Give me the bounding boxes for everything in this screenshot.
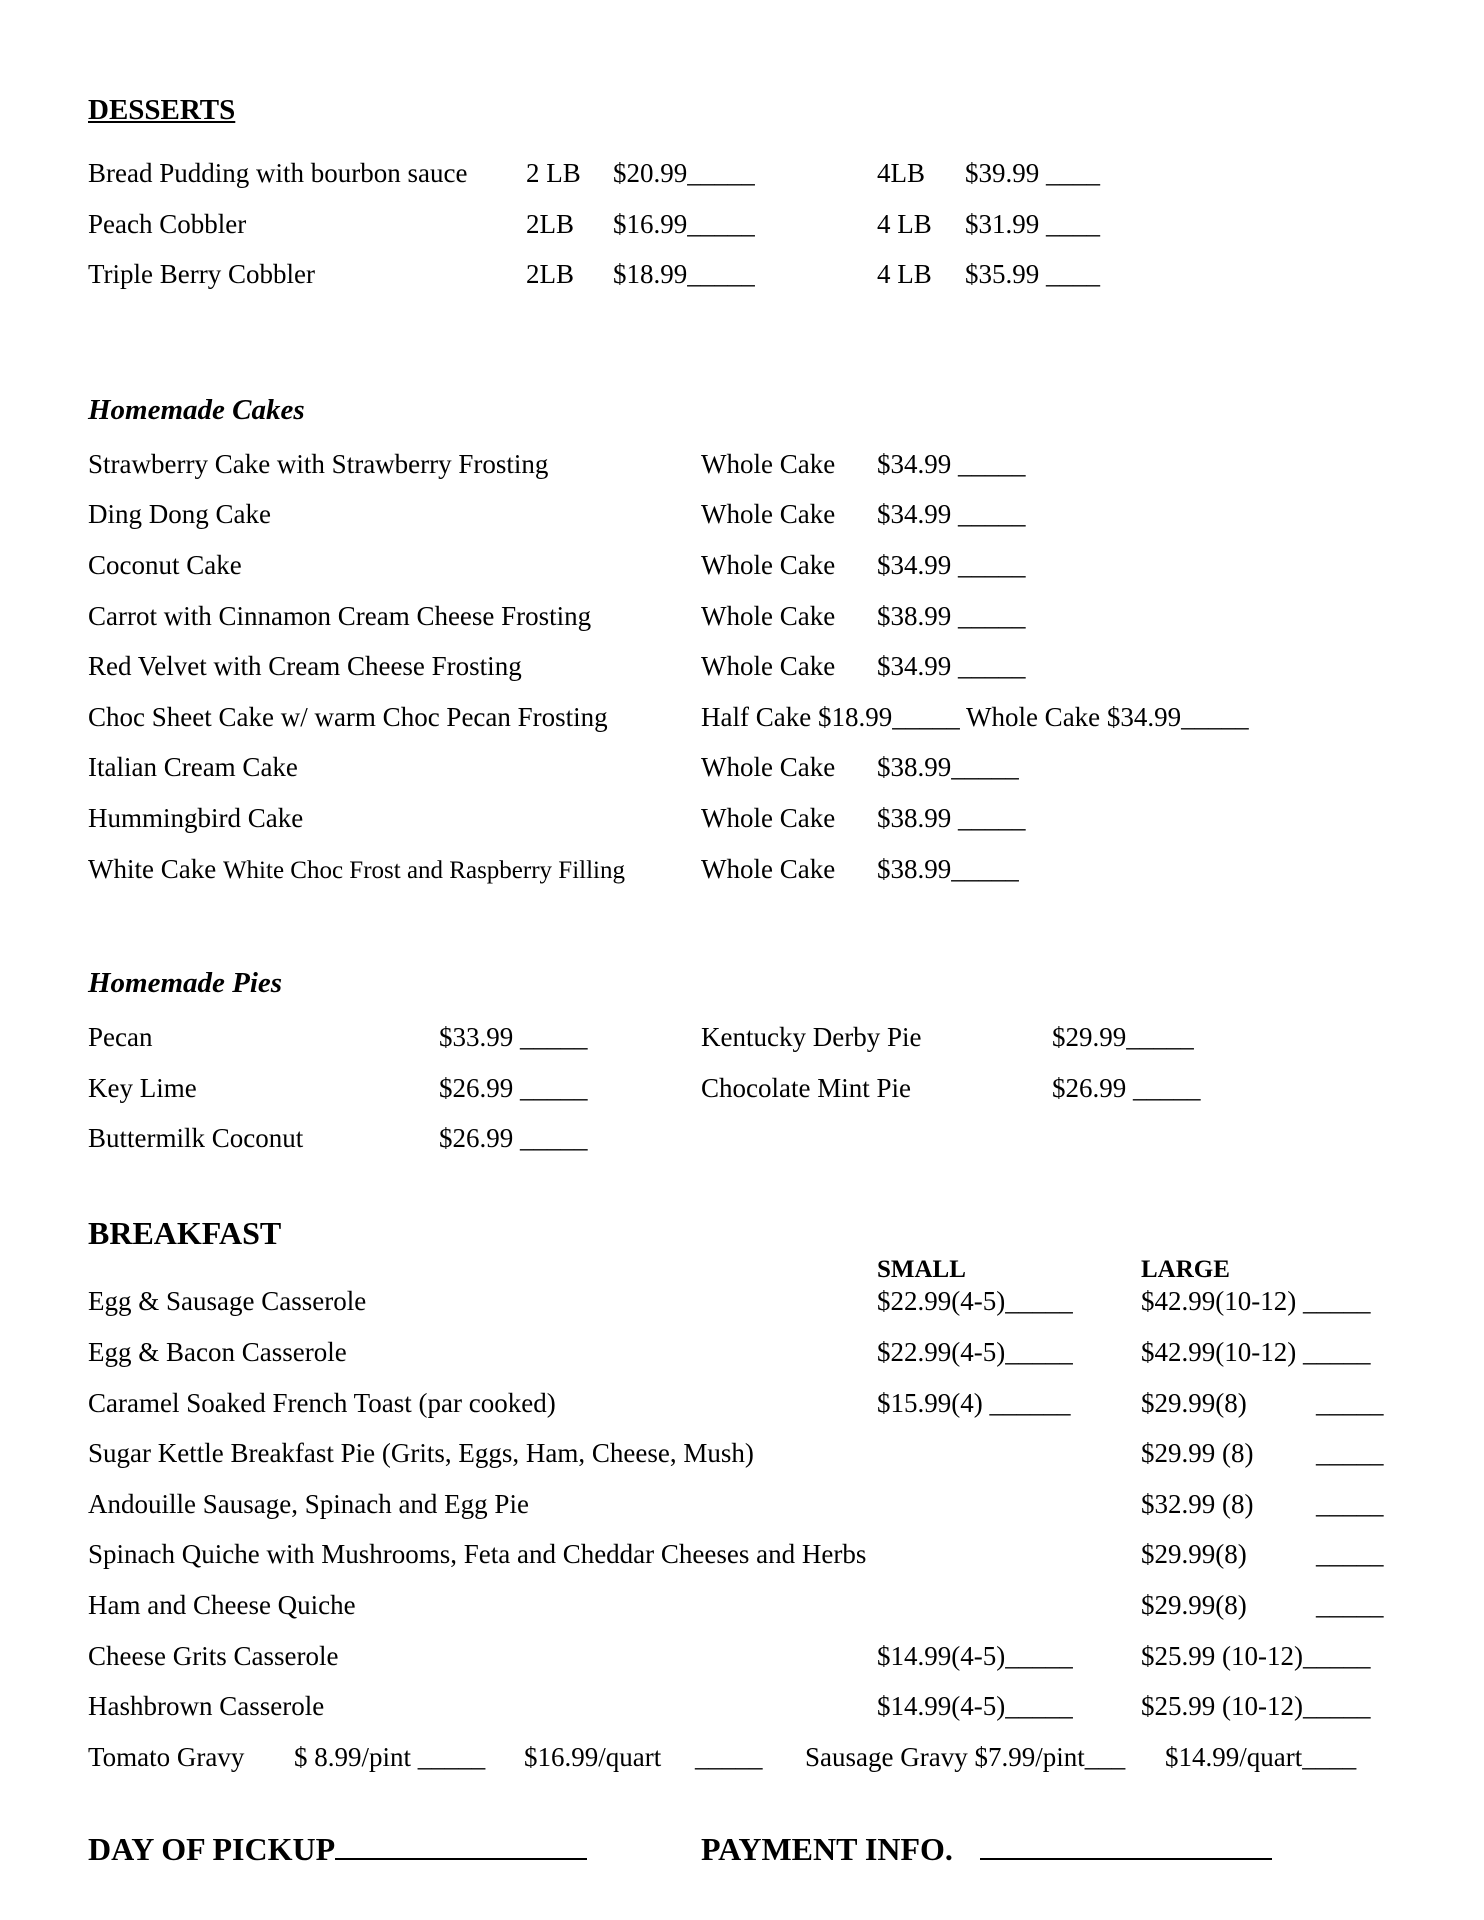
dessert-size-large: 4LB	[877, 158, 926, 188]
breakfast-blank-large[interactable]: _____	[1316, 1539, 1384, 1569]
breakfast-blank-large[interactable]: _____	[1316, 1489, 1384, 1519]
breakfast-price-small[interactable]: $15.99(4) ______	[877, 1388, 1071, 1418]
cake-name: Hummingbird Cake	[88, 803, 304, 833]
breakfast-price-large[interactable]: $42.99(10-12) _____	[1141, 1286, 1371, 1316]
pie-price[interactable]: $26.99 _____	[439, 1123, 588, 1153]
breakfast-price-small[interactable]: $22.99(4-5)_____	[877, 1286, 1073, 1316]
dessert-size-small: 2 LB	[526, 158, 581, 188]
breakfast-name: Caramel Soaked French Toast (par cooked)	[88, 1388, 556, 1418]
dessert-price-small[interactable]: $20.99_____	[613, 158, 755, 188]
cake-size: Whole Cake	[701, 499, 836, 529]
tomato-gravy-quart-blank[interactable]: _____	[695, 1742, 763, 1772]
cake-price[interactable]: $38.99 _____	[877, 601, 1026, 631]
dessert-name: Bread Pudding with bourbon sauce	[88, 158, 468, 188]
cake-name: Ding Dong Cake	[88, 499, 271, 529]
dessert-name: Triple Berry Cobbler	[88, 259, 315, 289]
pies-heading: Homemade Pies	[88, 967, 283, 999]
column-header-small: SMALL	[877, 1256, 966, 1283]
cake-name: Coconut Cake	[88, 550, 242, 580]
breakfast-price-large[interactable]: $25.99 (10-12)_____	[1141, 1691, 1371, 1721]
pickup-day-blank[interactable]	[335, 1836, 587, 1860]
breakfast-heading: BREAKFAST	[88, 1215, 282, 1251]
breakfast-name: Andouille Sausage, Spinach and Egg Pie	[88, 1489, 529, 1519]
cake-size: Whole Cake	[701, 752, 836, 782]
cake-price[interactable]: $38.99 _____	[877, 803, 1026, 833]
cake-price[interactable]: $34.99 _____	[877, 651, 1026, 681]
cake-name: Choc Sheet Cake w/ warm Choc Pecan Frosting	[88, 702, 608, 732]
cake-name: Carrot with Cinnamon Cream Cheese Frosting	[88, 601, 592, 631]
payment-info-field[interactable]	[701, 1833, 1272, 1865]
cake-name: Strawberry Cake with Strawberry Frosting	[88, 449, 549, 479]
pie-name: Pecan	[88, 1022, 153, 1052]
pie-name: Kentucky Derby Pie	[701, 1022, 922, 1052]
sausage-gravy-quart[interactable]: $14.99/quart____	[1165, 1742, 1357, 1772]
breakfast-name: Sugar Kettle Breakfast Pie (Grits, Eggs, Ham, Cheese, Mush)	[88, 1438, 754, 1468]
breakfast-price-small[interactable]: $22.99(4-5)_____	[877, 1337, 1073, 1367]
pickup-day-field[interactable]	[88, 1833, 587, 1865]
cake-name: Italian Cream Cake	[88, 752, 298, 782]
cake-name-detail: White Choc Frost and Raspberry Filling	[222, 857, 625, 884]
breakfast-name: Hashbrown Casserole	[88, 1691, 325, 1721]
cake-size: Whole Cake	[701, 854, 836, 884]
cake-size: Whole Cake	[701, 550, 836, 580]
pie-name: Buttermilk Coconut	[88, 1123, 304, 1153]
cake-price[interactable]: $34.99 _____	[877, 449, 1026, 479]
dessert-size-small: 2LB	[526, 259, 575, 289]
pickup-day-label: DAY OF PICKUP	[88, 1831, 336, 1867]
desserts-heading: DESSERTS	[88, 94, 236, 126]
dessert-price-small[interactable]: $16.99_____	[613, 209, 755, 239]
pie-name: Key Lime	[88, 1073, 197, 1103]
breakfast-name: Egg & Bacon Casserole	[88, 1337, 347, 1367]
dessert-size-large: 4 LB	[877, 209, 932, 239]
breakfast-blank-large[interactable]: _____	[1316, 1438, 1384, 1468]
payment-info-blank[interactable]	[980, 1836, 1272, 1860]
breakfast-price-small[interactable]: $14.99(4-5)_____	[877, 1641, 1073, 1671]
cake-size: Whole Cake	[701, 803, 836, 833]
cake-size: Whole Cake	[701, 601, 836, 631]
tomato-gravy-label: Tomato Gravy	[88, 1742, 245, 1772]
cake-price[interactable]: $34.99 _____	[877, 499, 1026, 529]
breakfast-price-large: $32.99 (8)	[1141, 1489, 1254, 1519]
breakfast-price-large: $29.99(8)	[1141, 1590, 1247, 1620]
dessert-name: Peach Cobbler	[88, 209, 247, 239]
breakfast-price-large: $29.99(8)	[1141, 1539, 1247, 1569]
cake-size: Whole Cake	[701, 449, 836, 479]
breakfast-price-large: $29.99 (8)	[1141, 1438, 1254, 1468]
breakfast-price-large[interactable]: $25.99 (10-12)_____	[1141, 1641, 1371, 1671]
breakfast-blank-large[interactable]: _____	[1316, 1388, 1384, 1418]
breakfast-price-small[interactable]: $14.99(4-5)_____	[877, 1691, 1073, 1721]
dessert-size-small: 2LB	[526, 209, 575, 239]
pie-price[interactable]: $26.99 _____	[1052, 1073, 1201, 1103]
cake-size: Whole Cake	[701, 651, 836, 681]
cake-price[interactable]: $38.99_____	[877, 752, 1019, 782]
column-header-large: LARGE	[1141, 1256, 1230, 1283]
dessert-size-large: 4 LB	[877, 259, 932, 289]
tomato-gravy-quart: $16.99/quart	[524, 1742, 662, 1772]
pie-name: Chocolate Mint Pie	[701, 1073, 911, 1103]
tomato-gravy-pint[interactable]: $ 8.99/pint _____	[294, 1742, 486, 1772]
breakfast-blank-large[interactable]: _____	[1316, 1590, 1384, 1620]
payment-info-label: PAYMENT INFO.	[701, 1831, 953, 1867]
pie-price[interactable]: $26.99 _____	[439, 1073, 588, 1103]
breakfast-price-large[interactable]: $42.99(10-12) _____	[1141, 1337, 1371, 1367]
breakfast-name: Ham and Cheese Quiche	[88, 1590, 356, 1620]
pie-price[interactable]: $29.99_____	[1052, 1022, 1194, 1052]
cakes-heading: Homemade Cakes	[88, 394, 305, 426]
dessert-price-small[interactable]: $18.99_____	[613, 259, 755, 289]
cake-name	[88, 853, 625, 887]
breakfast-name: Cheese Grits Casserole	[88, 1641, 339, 1671]
cake-name: Red Velvet with Cream Cheese Frosting	[88, 651, 522, 681]
breakfast-price-large: $29.99(8)	[1141, 1388, 1247, 1418]
dessert-price-large[interactable]: $35.99 ____	[965, 259, 1100, 289]
dessert-price-large[interactable]: $31.99 ____	[965, 209, 1100, 239]
cake-price[interactable]: $38.99_____	[877, 854, 1019, 884]
cake-name-main: White Cake	[88, 854, 217, 884]
pie-price[interactable]: $33.99 _____	[439, 1022, 588, 1052]
breakfast-name: Egg & Sausage Casserole	[88, 1286, 367, 1316]
sausage-gravy-pint[interactable]: Sausage Gravy $7.99/pint___	[805, 1742, 1126, 1772]
cake-size-options[interactable]: Half Cake $18.99_____ Whole Cake $34.99_____	[701, 702, 1249, 732]
breakfast-name: Spinach Quiche with Mushrooms, Feta and Cheddar Cheeses and Herbs	[88, 1539, 867, 1569]
dessert-price-large[interactable]: $39.99 ____	[965, 158, 1100, 188]
cake-price[interactable]: $34.99 _____	[877, 550, 1026, 580]
